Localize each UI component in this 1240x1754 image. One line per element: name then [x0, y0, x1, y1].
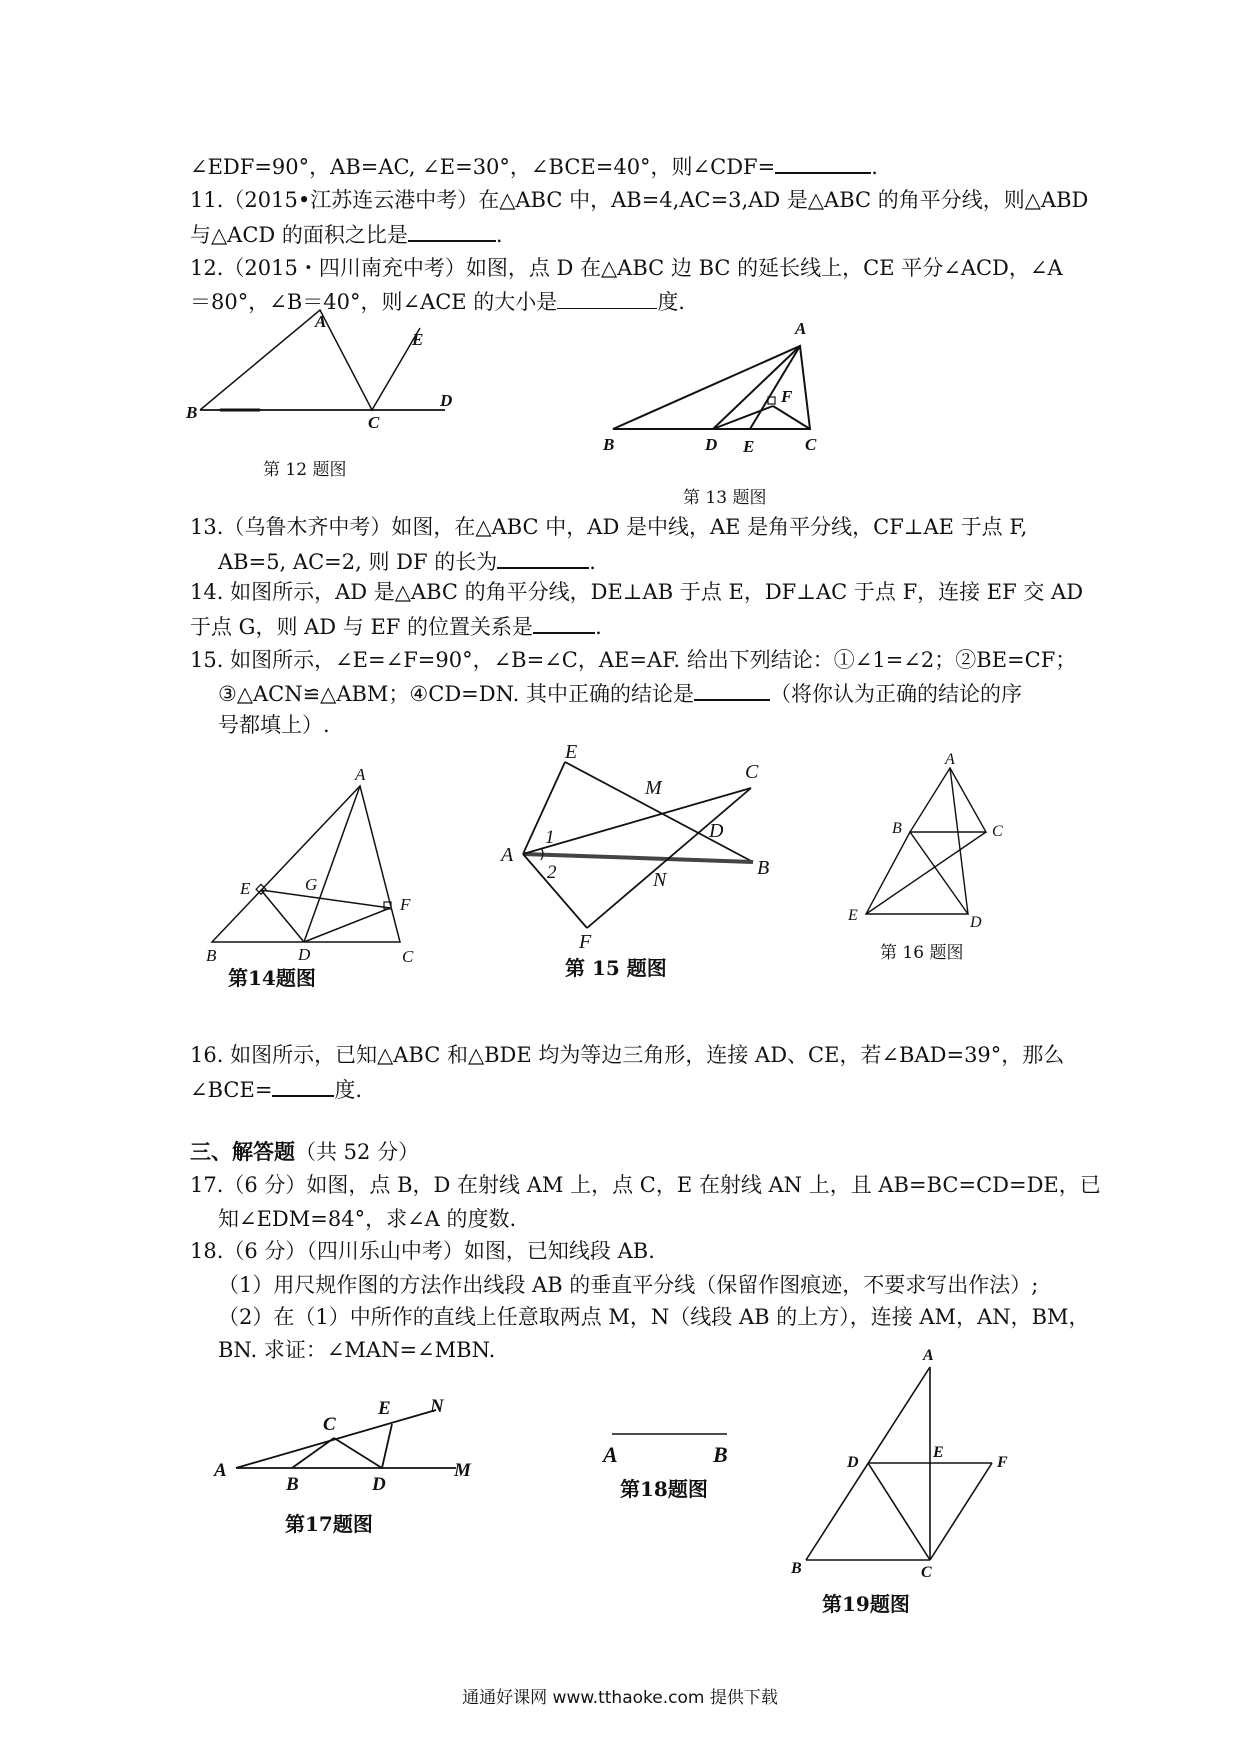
label-D: D [709, 820, 724, 842]
label-B: B [791, 1560, 802, 1577]
label-E: E [412, 330, 424, 349]
label-B: B [757, 857, 770, 879]
q15-text-cont: （将你认为正确的结论的序 [769, 682, 1022, 706]
q16-text: ∠BCE= [190, 1078, 273, 1102]
q16-line1: 16. 如图所示，已知△ABC 和△BDE 均为等边三角形，连接 AD、CE，若∠BAD=39°，那么 [190, 1043, 1065, 1067]
label-A: A [923, 1347, 934, 1364]
q11-text: 与△ACD 的面积之比是 [190, 223, 408, 247]
label-A: A [945, 751, 955, 768]
q10-end: . [871, 155, 878, 179]
answer-blank[interactable] [533, 612, 595, 634]
q15-line3: 号都填上）. [218, 713, 330, 737]
q18-line4: BN. 求证：∠MAN=∠MBN. [218, 1338, 496, 1362]
label-C: C [745, 761, 759, 783]
label-F: F [781, 387, 793, 406]
figure-18 [595, 1420, 745, 1480]
q11-line2 [190, 220, 503, 249]
label-D: D [847, 1454, 859, 1471]
label-E: E [240, 879, 251, 898]
label-D: D [970, 914, 982, 931]
label-F: F [997, 1454, 1008, 1471]
q11-end: . [495, 223, 503, 247]
figure-12 [180, 312, 480, 432]
answer-blank[interactable] [497, 547, 589, 569]
label-A: A [501, 844, 514, 866]
label-A: A [315, 312, 327, 331]
figure-16 [840, 751, 1003, 932]
section-3-title: 三、解答题 [190, 1139, 295, 1164]
label-C: C [921, 1564, 932, 1581]
label-B: B [186, 403, 198, 422]
label-B: B [206, 946, 217, 965]
label-C: C [323, 1414, 336, 1435]
label-B: B [286, 1474, 299, 1495]
label-D: D [705, 435, 718, 454]
label-N: N [653, 869, 667, 891]
label-B: B [892, 820, 902, 837]
caption-fig15: 第 15 题图 [565, 956, 667, 980]
label-C: C [992, 823, 1003, 840]
q14-line2 [190, 612, 602, 641]
label-E: E [743, 437, 755, 456]
q15-text: ③△ACN≌△ABM；④CD=DN. 其中正确的结论是 [218, 682, 694, 706]
caption-fig12: 第 12 题图 [263, 460, 347, 480]
label-1: 1 [545, 827, 555, 848]
label-E: E [933, 1444, 944, 1461]
figure-19 [785, 1345, 1015, 1581]
caption-fig18: 第18题图 [620, 1477, 708, 1501]
q18-line2: （1）用尺规作图的方法作出线段 AB 的垂直平分线（保留作图痕迹，不要求写出作法）; [218, 1273, 1039, 1297]
page-footer: 通通好课网 www.tthaoke.com 提供下载 [462, 1688, 778, 1708]
figure-15 [495, 738, 785, 953]
figure-14 [200, 765, 430, 966]
label-E: E [378, 1398, 391, 1419]
label-C: C [805, 435, 817, 454]
label-B: B [713, 1442, 728, 1467]
answer-blank[interactable] [272, 1075, 334, 1097]
q13-line2 [218, 547, 596, 576]
label-C: C [402, 947, 414, 966]
q15-line2 [218, 679, 1022, 708]
label-A: A [355, 765, 366, 784]
q12-text: ＝80°，∠B＝40°，则∠ACE 的大小是 [190, 290, 558, 314]
label-A: A [603, 1442, 618, 1467]
answer-blank[interactable] [557, 288, 657, 309]
label-E: E [848, 907, 858, 924]
label-2: 2 [547, 862, 557, 883]
label-M: M [454, 1460, 471, 1481]
label-N: N [430, 1396, 444, 1417]
label-E: E [565, 741, 578, 763]
q10-tail-line [190, 152, 878, 181]
q12-end: 度. [657, 290, 685, 314]
caption-fig19: 第19题图 [822, 1592, 910, 1616]
q14-line1: 14. 如图所示，AD 是△ABC 的角平分线，DE⊥AB 于点 E，DF⊥AC 于点 F，连接 EF 交 AD [190, 580, 1084, 604]
q14-text: 于点 G，则 AD 与 EF 的位置关系是 [190, 615, 534, 639]
label-G: G [305, 875, 318, 894]
q10-text: ∠EDF=90°，AB=AC, ∠E=30°，∠BCE=40°，则∠CDF= [190, 155, 776, 179]
label-D: D [440, 391, 453, 410]
caption-fig16: 第 16 题图 [880, 943, 964, 963]
q13-end: . [589, 550, 596, 574]
section-3-heading [190, 1138, 419, 1166]
caption-fig17: 第17题图 [285, 1512, 373, 1536]
q17-line1: 17.（6 分）如图，点 B，D 在射线 AM 上，点 C，E 在射线 AN 上，且 AB=BC=CD=DE，已 [190, 1173, 1101, 1197]
label-F: F [579, 931, 592, 953]
q13-text: AB=5, AC=2, 则 DF 的长为 [218, 550, 498, 574]
label-D: D [372, 1474, 386, 1495]
q18-line3: （2）在（1）中所作的直线上任意取两点 M，N（线段 AB 的上方），连接 AM，AN，BM， [218, 1305, 1090, 1329]
figure-13 [595, 319, 835, 456]
q16-end: 度. [334, 1078, 363, 1102]
q17-line2: 知∠EDM=84°，求∠A 的度数. [218, 1207, 517, 1231]
q13-line1: 13.（乌鲁木齐中考）如图，在△ABC 中，AD 是中线，AE 是角平分线，CF⊥AE 于点 F, [190, 515, 1028, 539]
q11-line1: 11.（2015•江苏连云港中考）在△ABC 中，AB=4,AC=3,AD 是△ABC 的角平分线，则△ABD [190, 188, 1089, 212]
q18-line1: 18.（6 分）（四川乐山中考）如图，已知线段 AB. [190, 1239, 655, 1263]
label-A: A [214, 1460, 227, 1481]
label-D: D [298, 945, 311, 964]
label-C: C [368, 413, 380, 432]
q12-line1: 12.（2015・四川南充中考）如图，点 D 在△ABC 边 BC 的延长线上，CE 平分∠ACD，∠A [190, 256, 1063, 280]
label-M: M [645, 777, 662, 799]
label-F: F [400, 895, 411, 914]
section-3-score: （共 52 分） [295, 1140, 420, 1164]
answer-blank[interactable] [408, 220, 496, 242]
label-B: B [603, 435, 615, 454]
q14-end: . [595, 615, 602, 639]
caption-fig14: 第14题图 [228, 966, 316, 990]
answer-blank[interactable] [775, 152, 871, 174]
answer-blank[interactable] [694, 679, 770, 701]
q12-line2 [190, 288, 685, 316]
q16-line2 [190, 1075, 362, 1104]
q15-line1: 15. 如图所示，∠E=∠F=90°，∠B=∠C，AE=AF. 给出下列结论：①∠1=∠2；②BE=CF； [190, 648, 1077, 672]
label-A: A [795, 319, 807, 338]
figure-17 [210, 1388, 490, 1495]
caption-fig13: 第 13 题图 [683, 488, 767, 508]
